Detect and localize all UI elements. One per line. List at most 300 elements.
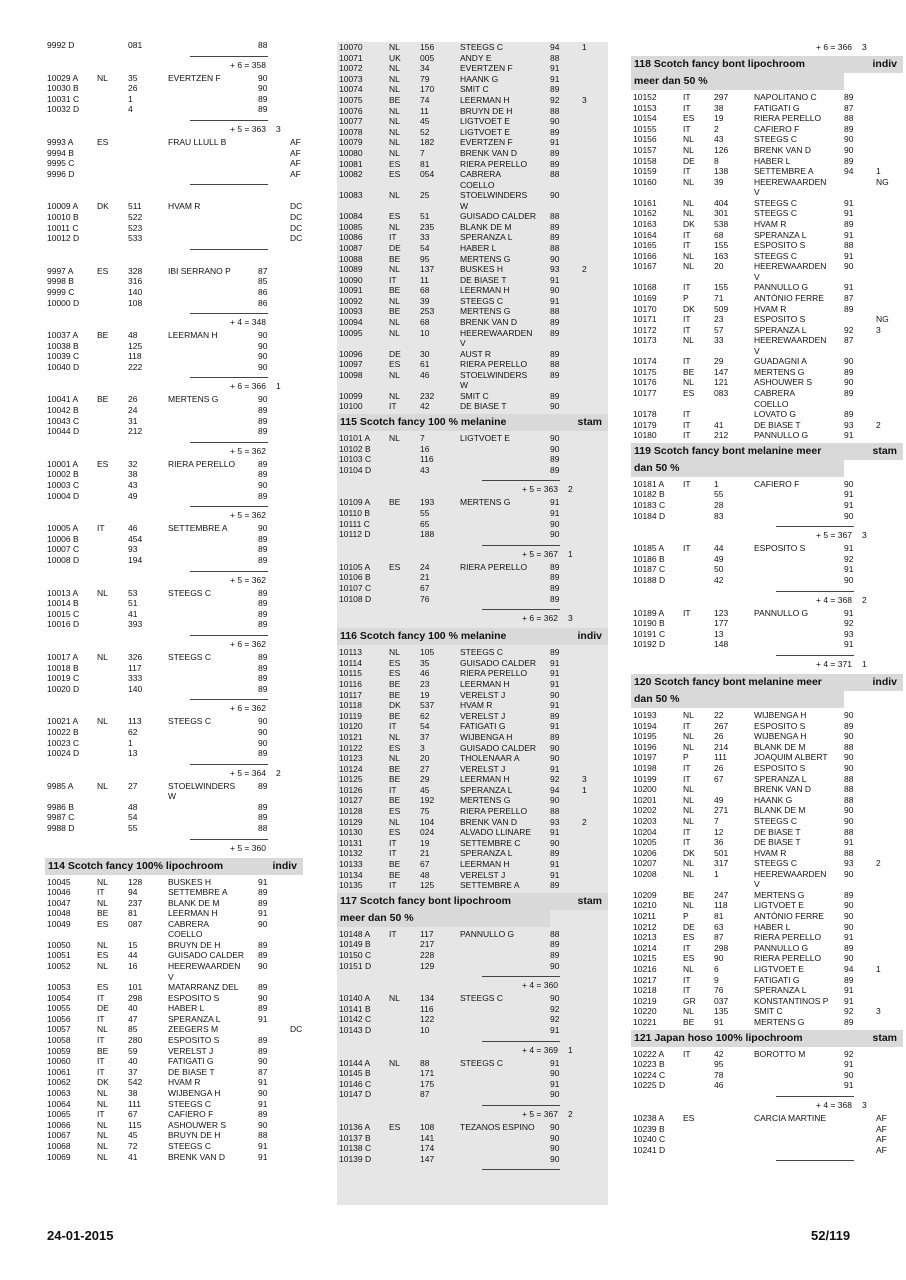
ring-id: 9993 A: [47, 136, 74, 147]
total-score: + 6 = 366: [816, 42, 852, 52]
score: 94: [550, 42, 560, 52]
number: 116: [420, 454, 434, 465]
ring-id: 10176: [633, 377, 657, 388]
exhibitor-name: HABER L: [754, 155, 791, 166]
table-row: [45, 716, 303, 727]
exhibitor-name: BUSKES H: [460, 264, 503, 275]
country: NL: [683, 250, 694, 261]
number: 41: [714, 419, 724, 430]
country: UK: [389, 52, 401, 63]
ring-id: 10068: [47, 1140, 71, 1151]
country: NL: [389, 147, 400, 158]
score: 87: [844, 292, 854, 303]
table-row: [631, 1070, 903, 1081]
number: 68: [420, 317, 430, 328]
country: NL: [97, 72, 108, 83]
exhibitor-name: BRUYN DE H: [168, 1130, 221, 1141]
table-row: [631, 742, 903, 753]
table-row: [45, 169, 303, 180]
ring-id: 10211: [633, 911, 657, 922]
exhibitor-name: ESPOSITO S: [168, 992, 220, 1003]
ring-id: 9999 C: [47, 286, 75, 297]
number: 42: [420, 401, 430, 412]
table-row: [337, 306, 608, 317]
number: 083: [714, 388, 729, 399]
ring-id: 10218: [633, 985, 657, 996]
ring-id: 10024 D: [47, 748, 80, 759]
number: 155: [714, 282, 729, 293]
exhibitor-name: SPERANZA L: [460, 848, 513, 859]
group-rank: 1: [862, 658, 867, 669]
score: 91: [550, 700, 560, 711]
country: ES: [97, 458, 109, 469]
number: 005: [420, 52, 435, 63]
number: 108: [128, 297, 143, 308]
ring-id: 10107 C: [339, 582, 372, 593]
country: NL: [389, 221, 400, 232]
score: 90: [258, 340, 268, 351]
ring-id: 10104 D: [339, 464, 372, 475]
number: 214: [714, 741, 729, 752]
group-total: [45, 694, 303, 716]
number: 15: [128, 939, 138, 950]
score: 88: [258, 40, 268, 50]
country: IT: [683, 92, 691, 102]
exhibitor-name: LIGTVOET E: [754, 964, 804, 975]
ring-id: 10069: [47, 1151, 71, 1162]
ring-id: 10185 A: [633, 543, 665, 554]
table-row: [631, 388, 903, 409]
country: NL: [97, 1088, 108, 1098]
score: 90: [550, 837, 560, 848]
exhibitor-name: SETTEMBRE C: [460, 837, 521, 848]
exhibitor-name: VERELST J: [460, 869, 506, 880]
country: BE: [389, 285, 401, 296]
number: 126: [714, 144, 729, 155]
score: 91: [844, 543, 854, 554]
table-row: [45, 405, 303, 416]
table-row: [45, 1067, 303, 1078]
rank: 3: [876, 324, 881, 335]
country: BE: [389, 795, 401, 806]
table-row: [337, 838, 608, 849]
exhibitor-name: CABRERA COELLO: [168, 918, 210, 940]
country: NL: [683, 805, 694, 816]
country: NL: [97, 1098, 108, 1109]
country: IT: [683, 240, 691, 251]
score: 90: [550, 1143, 560, 1154]
table-row: [631, 430, 903, 441]
number: 38: [128, 469, 138, 480]
number: 93: [128, 544, 138, 555]
score: 89: [844, 974, 854, 985]
table-row: [631, 230, 903, 241]
group-rank: 3: [276, 123, 281, 134]
country: ES: [389, 169, 401, 180]
exhibitor-name: WIJBENGA H: [754, 731, 807, 742]
number: 49: [128, 490, 138, 501]
ring-id: 10198: [633, 762, 657, 773]
table-row: [45, 491, 303, 502]
ring-id: 10195: [633, 731, 657, 742]
score: 89: [258, 1003, 268, 1014]
ring-id: 10202: [633, 805, 657, 816]
ring-id: 10114: [339, 657, 363, 668]
score: 90: [258, 394, 268, 405]
exhibitor-name: MERTENS G: [460, 795, 511, 806]
number: 62: [420, 710, 430, 721]
table-row: [337, 159, 608, 170]
number: 222: [128, 361, 143, 372]
table-row: [631, 103, 903, 114]
ring-id: 9996 D: [47, 168, 75, 179]
ring-id: 10065: [47, 1109, 71, 1120]
ring-id: 10140 A: [339, 993, 371, 1004]
table-row: [45, 94, 303, 105]
ring-id: 10113: [339, 647, 363, 658]
class-header: [631, 443, 903, 460]
country: DE: [97, 1003, 109, 1014]
exhibitor-name: DE BIASE T: [460, 274, 507, 285]
number: 51: [128, 598, 138, 609]
score: 89: [844, 889, 854, 900]
number: 54: [420, 721, 430, 732]
score: 94: [844, 166, 854, 177]
ring-id: 10123: [339, 753, 363, 764]
table-row: [45, 276, 303, 287]
ring-id: 10217: [633, 974, 657, 985]
number: 88: [420, 1057, 430, 1068]
score: 88: [550, 242, 560, 253]
score: 90: [258, 83, 268, 94]
score: 89: [844, 388, 854, 399]
exhibitor-name: STEEGS C: [460, 647, 503, 658]
ring-id: 9992 D: [47, 40, 75, 50]
class-type: stam: [577, 416, 602, 429]
table-row: [631, 304, 903, 315]
number: 13: [714, 628, 724, 639]
number: 10: [420, 327, 430, 338]
exhibitor-name: ESPOSITO S: [754, 720, 806, 731]
table-row: [631, 964, 903, 975]
ring-id: 9995 C: [47, 158, 75, 169]
score: 90: [258, 726, 268, 737]
score: 93: [844, 419, 854, 430]
exhibitor-name: BRENK VAN D: [460, 147, 517, 158]
country: NL: [97, 939, 108, 950]
country: NL: [683, 176, 694, 187]
table-row: [631, 869, 903, 890]
table-row: [337, 349, 608, 360]
ring-id: 10199: [633, 773, 657, 784]
number: 26: [128, 394, 138, 405]
number: 148: [714, 639, 729, 650]
score: 88: [550, 359, 560, 370]
table-row: [631, 890, 903, 901]
ring-id: 10116: [339, 678, 363, 689]
exhibitor-name: BLANK DE M: [754, 805, 806, 816]
number: 35: [420, 657, 430, 668]
score: 92: [550, 94, 560, 105]
number: 32: [128, 458, 138, 469]
number: 4: [128, 104, 133, 115]
country: IT: [97, 1109, 105, 1120]
exhibitor-name: BLANK DE M: [460, 221, 512, 232]
ring-id: 10141 B: [339, 1003, 371, 1014]
score: 91: [844, 250, 854, 261]
number: 333: [128, 673, 143, 684]
ring-id: 10007 C: [47, 544, 80, 555]
number: 10: [420, 1024, 430, 1035]
score: 91: [258, 1098, 268, 1109]
country: NL: [683, 741, 694, 752]
total-score: + 5 = 362: [230, 510, 266, 521]
number: 122: [420, 1014, 435, 1025]
country: NL: [389, 647, 400, 658]
ring-id: 10192 D: [633, 639, 666, 650]
score: 89: [550, 232, 560, 243]
country: IT: [683, 314, 691, 325]
score: 91: [550, 508, 560, 518]
ring-id: 10120: [339, 721, 363, 732]
ring-id: 10130: [339, 827, 363, 838]
table-row: [45, 223, 303, 234]
ring-id: 10103 C: [339, 454, 372, 465]
total-score: + 4 = 368: [816, 1099, 852, 1110]
country: NL: [389, 753, 400, 764]
country: NL: [97, 1140, 108, 1151]
exhibitor-name: ANTÓNIO FERRE: [754, 911, 824, 922]
exhibitor-name: RIERA PERELLO: [460, 158, 528, 169]
table-row: [631, 511, 903, 522]
number: 27: [128, 780, 138, 791]
exhibitor-name: BRENK VAN D: [754, 784, 811, 795]
ring-id: 10047: [47, 897, 71, 908]
table-row: [337, 764, 608, 775]
table-row: [631, 564, 903, 575]
number: 147: [420, 1153, 435, 1164]
exhibitor-name: LEERMAN H: [460, 774, 510, 785]
score: 90: [844, 900, 854, 911]
country: IT: [389, 848, 397, 859]
score: 90: [550, 742, 560, 753]
number: 74: [420, 94, 430, 105]
exhibitor-name: WIJBENGA H: [754, 709, 807, 720]
ring-id: 10088: [339, 253, 363, 264]
divider-line: [482, 1041, 560, 1042]
table-row: [45, 480, 303, 491]
country: IT: [97, 1056, 105, 1067]
number: 46: [420, 369, 430, 380]
score: 90: [844, 805, 854, 816]
score: 87: [258, 265, 268, 276]
table-row: [337, 454, 608, 465]
number: 138: [714, 166, 729, 177]
table-row: [45, 266, 303, 277]
score: 89: [844, 92, 854, 102]
exhibitor-name: STEEGS C: [460, 42, 503, 52]
ring-id: 10119: [339, 710, 363, 721]
table-row: [631, 92, 903, 103]
number: 301: [714, 208, 729, 219]
ring-id: 10074: [339, 84, 363, 95]
number: 129: [420, 960, 435, 971]
number: 46: [128, 523, 138, 534]
number: 117: [128, 662, 142, 673]
total-score: + 5 = 363: [522, 484, 558, 495]
country: ES: [97, 918, 109, 929]
ring-id: 10196: [633, 741, 657, 752]
ring-id: 10105 A: [339, 561, 371, 572]
ring-id: 10009 A: [47, 201, 79, 212]
number: 38: [128, 1088, 138, 1098]
ring-id: 10098: [339, 369, 363, 380]
total-score: + 5 = 367: [522, 548, 558, 559]
score: 91: [844, 1059, 854, 1070]
table-row: [337, 668, 608, 679]
table-row: [45, 1046, 303, 1057]
score: 89: [258, 533, 268, 544]
ring-id: 9994 B: [47, 147, 74, 158]
exhibitor-name: SPERANZA L: [460, 784, 513, 795]
ring-id: 10189 A: [633, 607, 665, 618]
score: 90: [550, 1121, 560, 1132]
exhibitor-name: FATIGATI G: [168, 1056, 214, 1067]
group-rank: 2: [568, 1108, 573, 1119]
exhibitor-name: SETTEMBRE A: [168, 523, 228, 534]
number: 104: [420, 816, 435, 827]
score: 89: [258, 544, 268, 555]
class-title: 118 Scotch fancy bont lipochroom: [634, 58, 805, 70]
ring-id: 9997 A: [47, 265, 74, 276]
number: 081: [128, 40, 143, 50]
ring-id: 10241 D: [633, 1144, 666, 1155]
number: 267: [714, 720, 729, 731]
ring-id: 10158: [633, 155, 657, 166]
number: 90: [714, 953, 724, 964]
country: NL: [97, 1024, 108, 1035]
group-rank: 3: [862, 42, 867, 52]
class-title-continued: meer dan 50 %: [631, 73, 844, 90]
country: BE: [97, 908, 109, 919]
total-score: + 6 = 362: [522, 613, 558, 624]
divider-line: [482, 545, 560, 546]
number: 111: [714, 752, 727, 763]
table-row: [337, 827, 608, 838]
group-total: [337, 540, 608, 562]
table-row: [45, 950, 303, 961]
number: 194: [128, 555, 143, 565]
country: NL: [97, 1119, 108, 1130]
table-row: [631, 293, 903, 304]
country: ES: [389, 561, 401, 572]
country: ES: [683, 953, 695, 964]
divider-line: [190, 839, 268, 840]
number: 87: [420, 1089, 430, 1100]
divider-line: [482, 609, 560, 610]
table-row: [337, 785, 608, 796]
score: 89: [550, 221, 560, 232]
rank: AF: [876, 1123, 887, 1134]
number: 49: [714, 794, 724, 805]
country: NL: [683, 377, 694, 388]
ring-id: 10129: [339, 816, 363, 827]
ring-id: 10142 C: [339, 1014, 372, 1025]
table-row: [45, 469, 303, 480]
number: 6: [714, 964, 719, 975]
number: 35: [128, 72, 138, 83]
score: 90: [550, 529, 560, 540]
group-total: [337, 1164, 608, 1186]
exhibitor-name: SPERANZA L: [754, 324, 807, 335]
ring-id: 10145 B: [339, 1068, 371, 1079]
score: 90: [550, 518, 560, 529]
score: 89: [550, 348, 560, 359]
score: 89: [550, 464, 560, 475]
ring-id: 10220: [633, 1006, 657, 1017]
exhibitor-name: FATIGATI G: [754, 102, 800, 113]
score: 91: [550, 668, 560, 679]
number: 50: [714, 564, 724, 575]
table-row: [45, 781, 303, 802]
ring-id: 10093: [339, 306, 363, 317]
rank: 1: [582, 784, 587, 795]
number: 87: [714, 932, 724, 943]
number: 135: [714, 1006, 729, 1017]
exhibitor-name: RIERA PERELLO: [460, 561, 528, 572]
number: 36: [714, 837, 724, 848]
exhibitor-name: STEEGS C: [460, 295, 503, 306]
number: 79: [420, 73, 430, 84]
country: BE: [389, 678, 401, 689]
exhibitor-name: PANNULLO G: [460, 928, 515, 939]
ring-id: 10161: [633, 197, 657, 208]
table-row: [45, 1056, 303, 1067]
number: 43: [714, 134, 724, 145]
table-row: [45, 812, 303, 823]
number: 76: [714, 985, 724, 996]
score: 89: [258, 426, 268, 437]
ring-id: 10168: [633, 282, 657, 293]
table-row: [631, 198, 903, 209]
table-row: [631, 1080, 903, 1091]
table-row: [337, 929, 608, 940]
score: 90: [550, 190, 560, 201]
ring-id: 10139 D: [339, 1153, 372, 1164]
country: NL: [683, 144, 694, 155]
exhibitor-name: STEEGS C: [754, 815, 797, 826]
table-row: [45, 1024, 303, 1035]
exhibitor-name: GUADAGNI A: [754, 356, 807, 367]
group-total: [45, 437, 303, 459]
number: 087: [128, 918, 143, 929]
ring-id: 10154: [633, 113, 657, 124]
ring-id: 10016 D: [47, 619, 80, 630]
divider-line: [776, 526, 854, 527]
exhibitor-name: HVAM R: [754, 303, 787, 314]
score: 91: [550, 827, 560, 838]
ring-id: 10070: [339, 42, 363, 52]
rank: 3: [876, 1006, 881, 1017]
score: 89: [550, 317, 560, 328]
country: BE: [97, 1045, 109, 1056]
ring-id: 10043 C: [47, 415, 80, 426]
table-row: [631, 219, 903, 230]
table-row: [337, 148, 608, 159]
ring-id: 10135: [339, 880, 363, 891]
country: DK: [97, 1077, 109, 1088]
number: 533: [128, 233, 143, 244]
